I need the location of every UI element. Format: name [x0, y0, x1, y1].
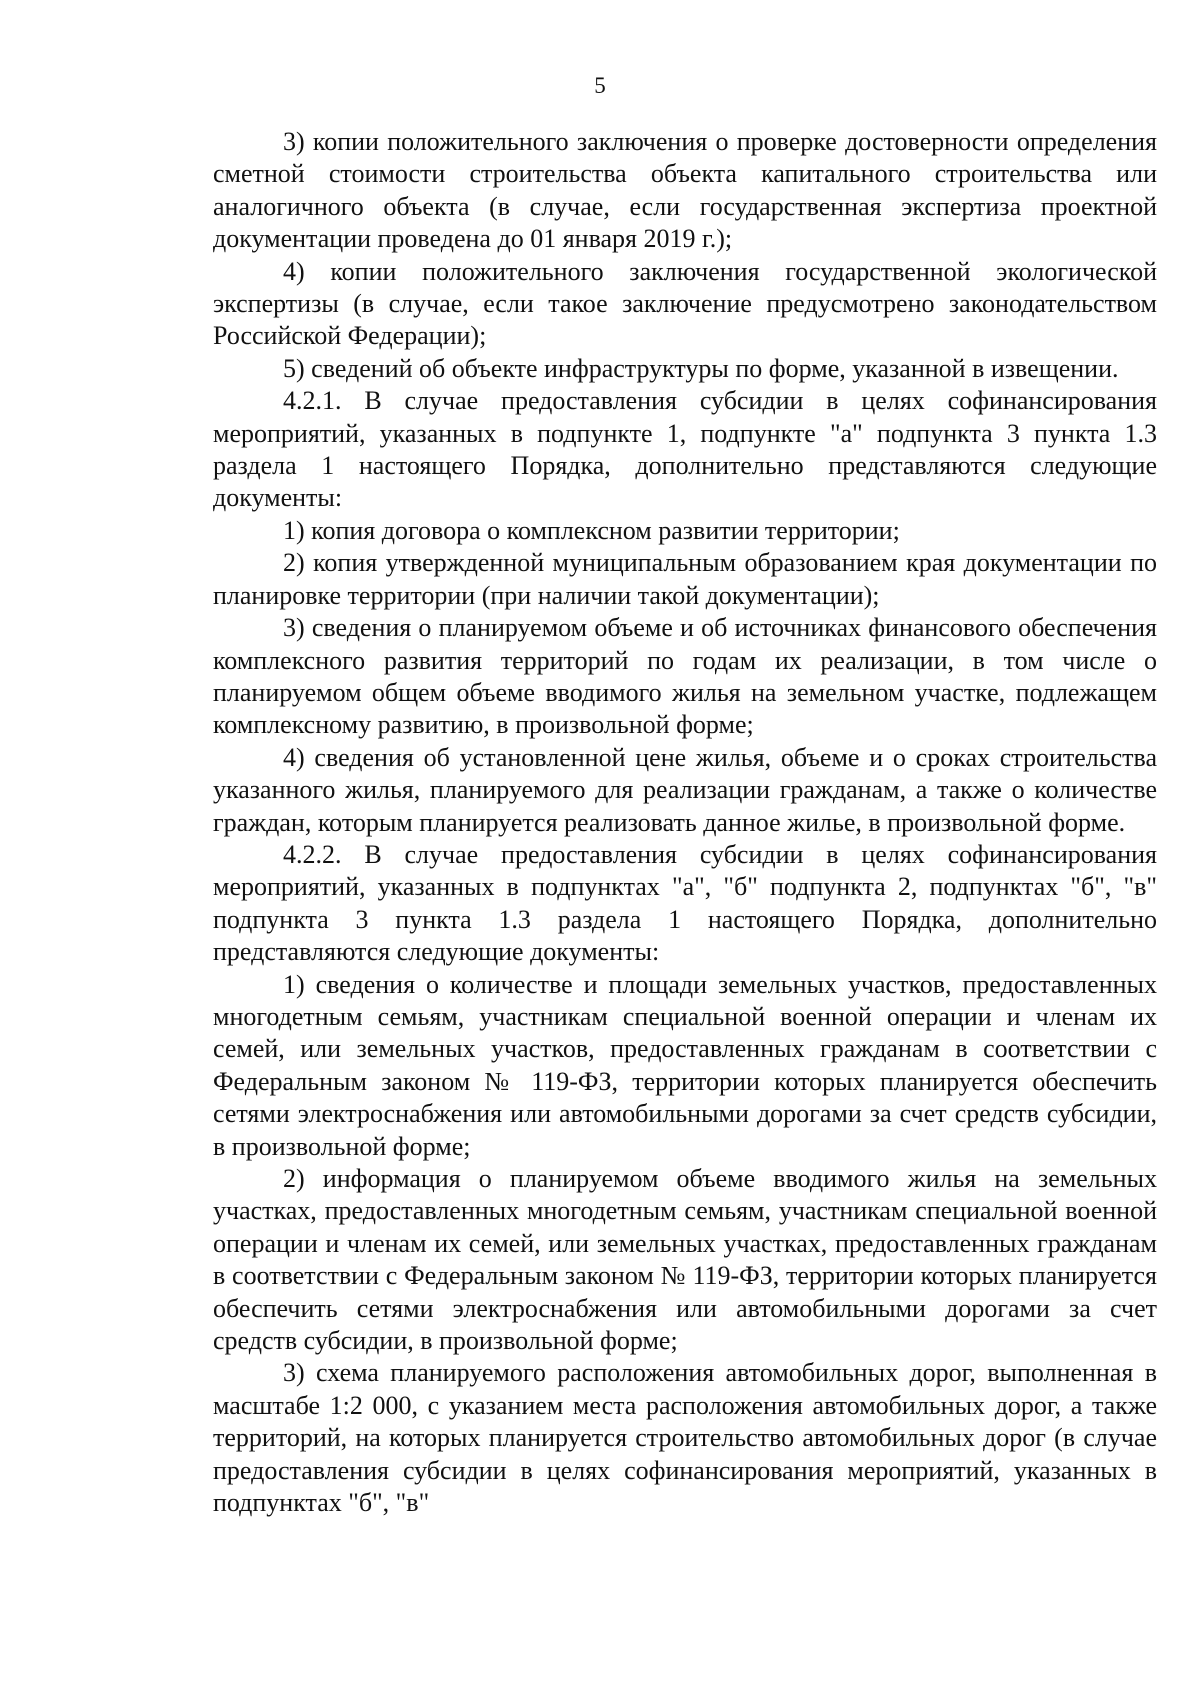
paragraph-section-4-2-2: 4.2.2. В случае предоставления субсидии в целях софинансирования мероприятий, указанных в подпунктах "а", "б" подпункта 2, подпунктах "б", "в" подпункта 3 пункта 1.3 раздела 1 настоящего Порядка, дополнительно представляются следующие документы:	[213, 839, 1157, 967]
paragraph-4-2-2-item-3: 3) схема планируемого расположения автомобильных дорог, выполненная в масштабе 1:2 000, с указанием места расположения автомобильных дорог, а также территорий, на которых планируется строительство автомобильных дорог (в случае предоставления субсидии в целях софинансирования мероприятий, указанных в подпунктах "б", "в"	[213, 1358, 1157, 1518]
paragraph-item-3-copies-cost-estimate: 3) копии положительного заключения о проверке достоверности определения сметной стоимости строительства объекта капитального строительства или аналогичного объекта (в случае, если государственная экспертиза проектной документации проведена до 01 января 2019 г.);	[213, 127, 1157, 254]
paragraph-4-2-1-item-4: 4) сведения об установленной цене жилья, объеме и о сроках строительства указанного жилья, планируемого для реализации гражданам, а также о количестве граждан, которым планируется реализовать данное жилье, в произвольной форме.	[213, 742, 1157, 837]
paragraph-section-4-2-1: 4.2.1. В случае предоставления субсидии в целях софинансирования мероприятий, указанных в подпункте 1, подпункте "а" подпункта 3 пункта 1.3 раздела 1 настоящего Порядка, дополнительно представляются следующие документы:	[213, 386, 1157, 513]
paragraph-4-2-1-item-2: 2) копия утвержденной муниципальным образованием края документации по планировке территории (при наличии такой документации);	[213, 548, 1157, 610]
paragraph-4-2-2-item-1: 1) сведения о количестве и площади земельных участков, предоставленных многодетным семьям, участникам специальной военной операции и членам их семей, или земельных участков, предоставленных гражданам в соответствии с Федеральным законом № 119-ФЗ, территории которых планируется обеспечить сетями электроснабжения или автомобильными дорогами за счет средств субсидии, в произвольной форме;	[213, 969, 1157, 1161]
paragraph-item-4-copies-ecological-review: 4) копии положительного заключения государственной экологической экспертизы (в случае, если такое заключение предусмотрено законодательством Российской Федерации);	[213, 256, 1157, 351]
paragraph-item-5-infrastructure-info: 5) сведений об объекте инфраструктуры по форме, указанной в извещении.	[283, 353, 1119, 383]
paragraph-4-2-1-item-3: 3) сведения о планируемом объеме и об источниках финансового обеспечения комплексного развития территорий по годам их реализации, в том числе о планируемом общем объеме вводимого жилья на земельном участке, подлежащем комплексному развитию, в произвольной форме;	[213, 613, 1157, 740]
page-number: 5	[594, 73, 606, 98]
paragraph-4-2-2-item-2: 2) информация о планируемом объеме вводимого жилья на земельных участках, предоставленных многодетным семьям, участникам специальной военной операции и членам их семей, или земельных участках, предоставленных гражданам в соответствии с Федеральным законом № 119-ФЗ, территории которых планируется обеспечить сетями электроснабжения или автомобильными дорогами за счет средств субсидии, в произвольной форме;	[213, 1164, 1157, 1356]
document-body	[213, 126, 1157, 1519]
paragraph-4-2-1-item-1: 1) копия договора о комплексном развитии территории;	[283, 515, 900, 545]
